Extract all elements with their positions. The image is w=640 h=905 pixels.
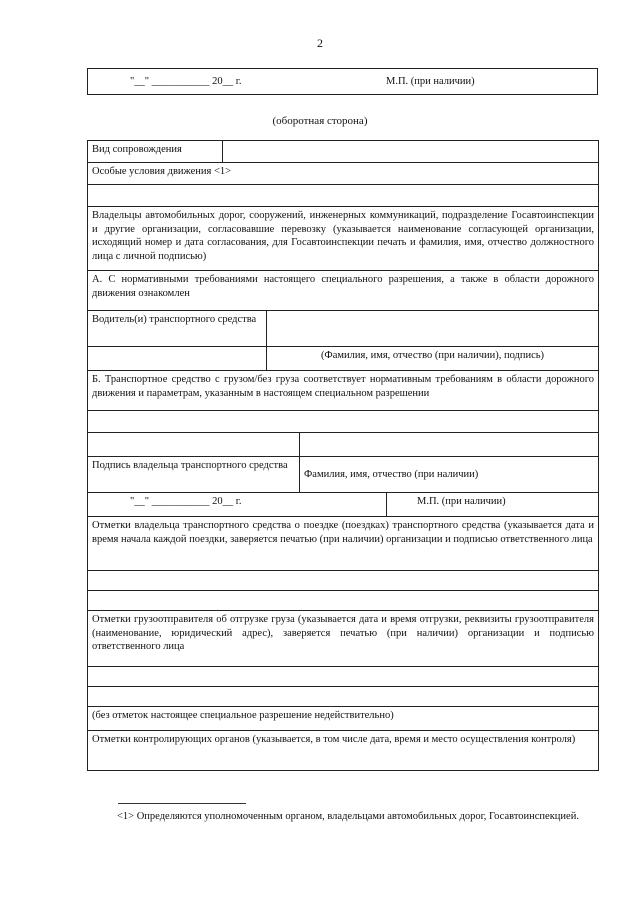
driver-label: Водитель(и) транспортного средства — [88, 311, 267, 347]
blank-cell[interactable] — [88, 667, 599, 687]
blank-cell[interactable] — [88, 433, 300, 457]
section-b-row — [88, 371, 599, 411]
driver-caption-row — [88, 347, 599, 371]
blank-cell[interactable] — [300, 433, 599, 457]
escort-type-label: Вид сопровождения — [88, 141, 223, 163]
blank-row — [88, 591, 599, 611]
date-stamp-row — [87, 68, 598, 95]
footnote-separator — [118, 803, 246, 804]
permit-back-form — [87, 140, 599, 771]
driver-caption: (Фамилия, имя, отчество (при наличии), подпись) — [267, 347, 599, 371]
stamp-label: М.П. (при наличии) — [386, 76, 475, 87]
blank-cell[interactable] — [88, 571, 599, 591]
driver-row — [88, 311, 599, 347]
shipper-marks-row — [88, 611, 599, 667]
escort-type-row — [88, 141, 599, 163]
driver-caption-blank — [88, 347, 267, 371]
date-stamp-inner-row — [88, 493, 599, 517]
owners-text: Владельцы автомобильных дорог, сооружений, инженерных коммуникаций, подразделение Госавтоинспекции и другие организации, согласовавшие перевозку (указывается наименование согласующей организации, исходящий номер и дата согласования, для Госавтоинспекции печать и фамилия, имя, отчество должностного лица с личной подписью) — [88, 207, 599, 271]
date-line: "__" ___________ 20__ г. — [88, 493, 387, 517]
blank-cell[interactable] — [88, 411, 599, 433]
section-a-row — [88, 271, 599, 311]
reverse-side-heading: (оборотная сторона) — [272, 115, 368, 127]
section-a-text: А. С нормативными требованиями настоящего специального разрешения, а также в области дорожного движения ознакомлен — [88, 271, 599, 311]
owner-marks-text: Отметки владельца транспортного средства о поездке (поездках) транспортного средства (указывается дата и время начала каждой поездки, заверяется печатью (при наличии) организации и подписью ответственного лица — [88, 517, 599, 571]
blank-cell[interactable] — [88, 591, 599, 611]
date-field: "__" ___________ 20__ г. — [130, 76, 242, 87]
shipper-marks-text: Отметки грузоотправителя об отгрузке груза (указывается дата и время отгрузки, реквизиты грузоотправителя (наименование, юридический адрес), заверяется печатью (при наличии) организации и подписью ответственного лица — [88, 611, 599, 667]
section-b-text: Б. Транспортное средство с грузом/без груза соответствует нормативным требованиям в области дорожного движения и параметрам, указанным в настоящем специальном разрешении — [88, 371, 599, 411]
blank-cell[interactable] — [88, 687, 599, 707]
owner-signature-row — [88, 457, 599, 493]
control-marks-row — [88, 731, 599, 771]
blank-row — [88, 185, 599, 207]
special-conditions-label: Особые условия движения <1> — [88, 163, 599, 185]
escort-type-value[interactable] — [223, 141, 599, 163]
footnote: <1> Определяются уполномоченным органом, владельцами автомобильных дорог, Госавтоинспекцией. — [117, 811, 579, 822]
owners-row — [88, 207, 599, 271]
blank-row-split — [88, 433, 599, 457]
owner-marks-row — [88, 517, 599, 571]
owner-fio-label: Фамилия, имя, отчество (при наличии) — [300, 457, 599, 493]
blank-row — [88, 411, 599, 433]
invalid-note: (без отметок настоящее специальное разрешение недействительно) — [88, 707, 599, 731]
blank-row — [88, 667, 599, 687]
invalid-note-row — [88, 707, 599, 731]
blank-row — [88, 571, 599, 591]
owner-signature-label: Подпись владельца транспортного средства — [88, 457, 300, 493]
special-conditions-row — [88, 163, 599, 185]
blank-row — [88, 687, 599, 707]
driver-value[interactable] — [267, 311, 599, 347]
blank-cell[interactable] — [88, 185, 599, 207]
stamp-inner-label: М.П. (при наличии) — [387, 493, 599, 517]
control-marks-text: Отметки контролирующих органов (указывается, в том числе дата, время и место осуществления контроля) — [88, 731, 599, 771]
page-number: 2 — [317, 36, 323, 50]
